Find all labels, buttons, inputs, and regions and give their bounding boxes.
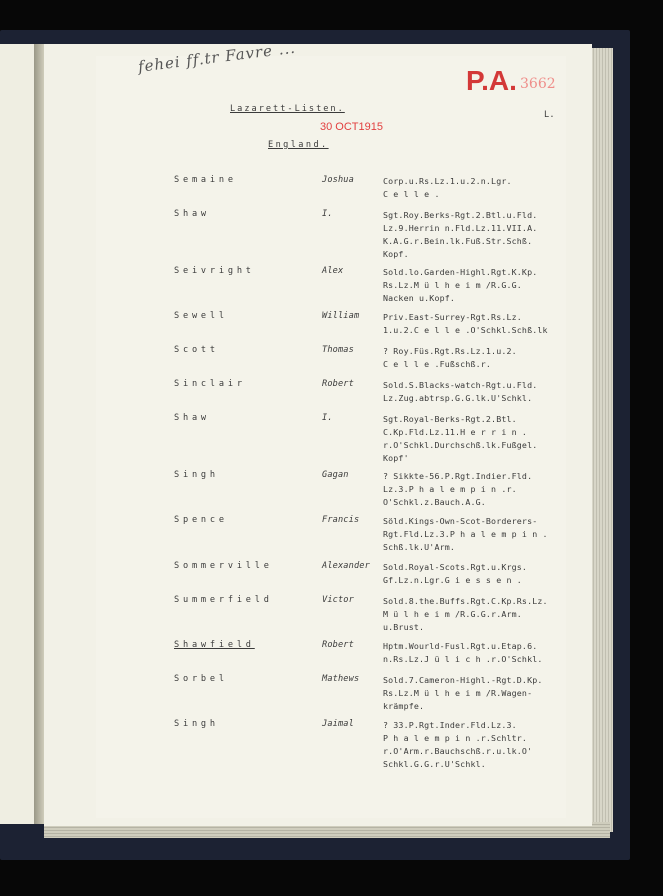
entry-details: Sgt.Royal-Berks-Rgt.2.Btl. C.Kp.Fld.Lz.11.H e r r i n . r.O'Schkl.Durchschß.lk.Fußgel. Kopf': [383, 414, 538, 463]
entry-first-name: Jaimal: [322, 719, 354, 729]
entry-surname: Sorbel: [174, 674, 228, 684]
entry-first-name: Gagan: [322, 470, 349, 480]
entry-surname: Shaw: [174, 413, 210, 423]
entry-surname: Shaw: [174, 209, 210, 219]
entry-surname: Sinclair: [174, 379, 246, 389]
entry-details: Corp.u.Rs.Lz.1.u.2.n.Lgr. C e l l e .: [383, 176, 512, 199]
entry-first-name: I.: [322, 413, 333, 423]
entry-surname: Summerfield: [174, 595, 273, 605]
entry-details: Sold.Royal-Scots.Rgt.u.Krgs. Gf.Lz.n.Lgr.G i e s s e n .: [383, 562, 528, 585]
entry-first-name: Victor: [322, 595, 354, 605]
entry-surname: Shawfield: [174, 640, 255, 650]
entry-details: Sold.lo.Garden-Highl.Rgt.K.Kp. Rs.Lz.M ü l h e i m /R.G.G. Nacken u.Kopf.: [383, 267, 538, 303]
entry-first-name: Joshua: [322, 175, 354, 185]
entry-first-name: Alex: [322, 266, 344, 276]
entry-details: Sold.8.the.Buffs.Rgt.C.Kp.Rs.Lz. M ü l h e i m /R.G.G.r.Arm. u.Brust.: [383, 596, 548, 632]
entry-details: ? Roy.Füs.Rgt.Rs.Lz.1.u.2. C e l l e .Fußschß.r.: [383, 346, 517, 369]
facing-page: [0, 44, 34, 824]
entry-first-name: Mathews: [322, 674, 360, 684]
entry-details: Sold.7.Cameron-Highl.-Rgt.D.Kp. Rs.Lz.M ü l h e i m /R.Wagen- krämpfe.: [383, 675, 543, 711]
binding-gutter: [34, 44, 44, 824]
entry-details: Sgt.Roy.Berks-Rgt.2.Btl.u.Fld. Lz.9.Herrin n.Fld.Lz.11.VII.A. K.A.G.r.Bein.lk.Fuß.Str.Schß. Kopf.: [383, 210, 538, 259]
entry-details: Priv.East-Surrey-Rgt.Rs.Lz. 1.u.2.C e l l e .O'Schkl.Schß.lk: [383, 312, 548, 335]
entry-first-name: Thomas: [322, 345, 354, 355]
entry-surname: Scott: [174, 345, 219, 355]
entry-surname: Singh: [174, 719, 219, 729]
entry-details: ? 33.P.Rgt.Inder.Fld.Lz.3. P h a l e m p i n .r.Schltr. r.O'Arm.r.Bauchschß.r.u.lk.O' Schkl.G.G.r.U'Schkl.: [383, 720, 533, 769]
entry-surname: Sommerville: [174, 561, 273, 571]
date-stamp: 30 OCT1915: [320, 121, 383, 133]
handwritten-note: fehei ff.tr Favre ...: [137, 38, 297, 76]
page-title: Lazarett-Listen.: [230, 104, 345, 114]
entry-surname: Semaine: [174, 175, 237, 185]
entry-first-name: William: [322, 311, 360, 321]
entry-first-name: Robert: [322, 640, 354, 650]
entry-surname: Sewell: [174, 311, 228, 321]
entry-details: Sold.S.Blacks-watch-Rgt.u.Fld. Lz.Zug.abtrsp.G.G.lk.U'Schkl.: [383, 380, 538, 403]
page-subtitle: England.: [268, 140, 329, 150]
entry-first-name: I.: [322, 209, 333, 219]
entry-first-name: Robert: [322, 379, 354, 389]
entry-details: Hptm.Wourld-Fusl.Rgt.u.Etap.6. n.Rs.Lz.J ü l i c h .r.O'Schkl.: [383, 641, 543, 664]
entry-surname: Singh: [174, 470, 219, 480]
entry-first-name: Francis: [322, 515, 360, 525]
entry-details: Söld.Kings-Own-Scot-Borderers- Rgt.Fld.Lz.3.P h a l e m p i n . Schß.lk.U'Arm.: [383, 516, 548, 552]
entry-surname: Spence: [174, 515, 228, 525]
archive-stamp-pa: P.A.: [466, 65, 517, 96]
entry-first-name: Alexander: [322, 561, 370, 571]
page-number: L.: [544, 110, 555, 120]
entry-surname: Seivright: [174, 266, 255, 276]
archive-stamp-number: 3662: [520, 76, 556, 92]
entry-details: ? Sikkte-56.P.Rgt.Indier.Fld. Lz.3.P h a l e m p i n .r. O'Schkl.z.Bauch.A.G.: [383, 471, 533, 507]
